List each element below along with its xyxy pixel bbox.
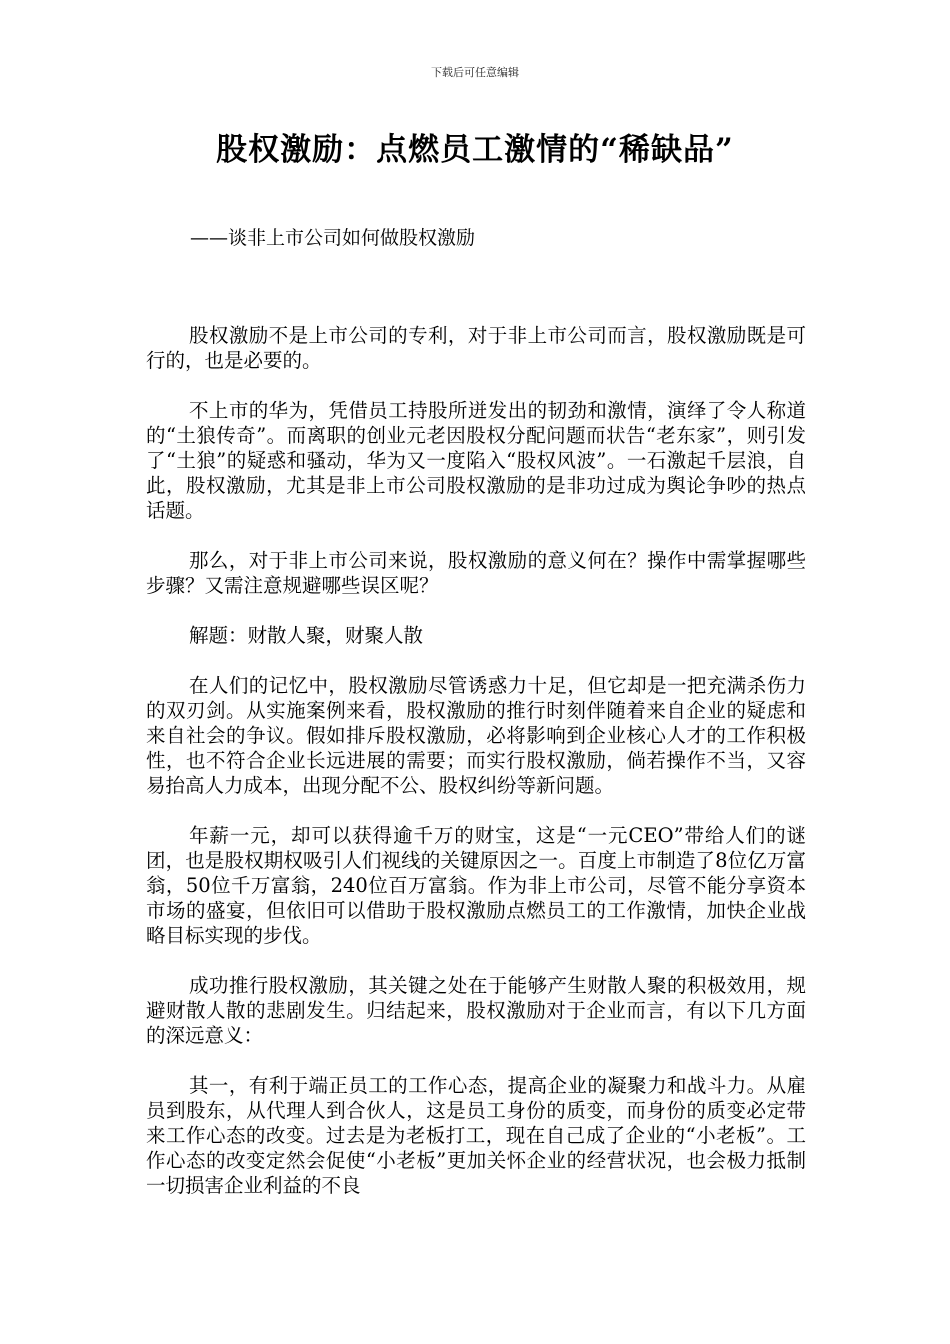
- paragraph-one-yuan-ceo: 年薪一元，却可以获得逾千万的财宝，这是“一元CEO”带给人们的谜团，也是股权期权吸引人们视线的关键原因之一。百度上市制造了8位亿万富翁，50位千万富翁，240位百万富翁。作为非上市公司，尽管不能分享资本市场的盛宴，但依旧可以借助于股权激励点燃员工的工作激情，加快企业战略目标实现的步伐。: [146, 824, 806, 947]
- paragraph-key-success: 成功推行股权激励，其关键之处在于能够产生财散人聚的积极效用，规避财散人散的悲剧发生。归结起来，股权激励对于企业而言，有以下几方面的深远意义：: [146, 974, 806, 1047]
- section-heading-jieti: 解题：财散人聚，财聚人散: [189, 624, 424, 647]
- document-subtitle: ——谈非上市公司如何做股权激励: [190, 227, 476, 249]
- download-note: 下载后可任意编辑: [431, 66, 519, 79]
- paragraph-questions: 那么，对于非上市公司来说，股权激励的意义何在？操作中需掌握哪些步骤？又需注意规避哪些误区呢？: [146, 549, 806, 597]
- paragraph-point-one: 其一，有利于端正员工的工作心态，提高企业的凝聚力和战斗力。从雇员到股东，从代理人到合伙人，这是员工身份的质变，而身份的质变必定带来工作心态的改变。过去是为老板打工，现在自己成了企业的“小老板”。工作心态的改变定然会促使“小老板”更加关怀企业的经营状况，也会极力抵制一切损害企业利益的不良: [146, 1074, 806, 1197]
- paragraph-huawei: 不上市的华为，凭借员工持股所迸发出的韧劲和激情，演绎了令人称道的“土狼传奇”。而离职的创业元老因股权分配问题而状告“老东家”，则引发了“土狼”的疑惑和骚动，华为又一度陷入“股权风波”。一石激起千层浪，自此，股权激励，尤其是非上市公司股权激励的是非功过成为舆论争吵的热点话题。: [146, 399, 806, 522]
- document-title: 股权激励：点燃员工激情的“稀缺品”: [216, 132, 734, 168]
- paragraph-intro: 股权激励不是上市公司的专利，对于非上市公司而言，股权激励既是可行的，也是必要的。: [146, 324, 806, 372]
- paragraph-double-edged: 在人们的记忆中，股权激励尽管诱惑力十足，但它却是一把充满杀伤力的双刃剑。从实施案例来看，股权激励的推行时刻伴随着来自企业的疑虑和来自社会的争议。假如排斥股权激励，必将影响到企业核心人才的工作积极性，也不符合企业长远进展的需要；而实行股权激励，倘若操作不当，又容易抬高人力成本，出现分配不公、股权纠纷等新问题。: [146, 674, 806, 797]
- document-body: [146, 323, 806, 1223]
